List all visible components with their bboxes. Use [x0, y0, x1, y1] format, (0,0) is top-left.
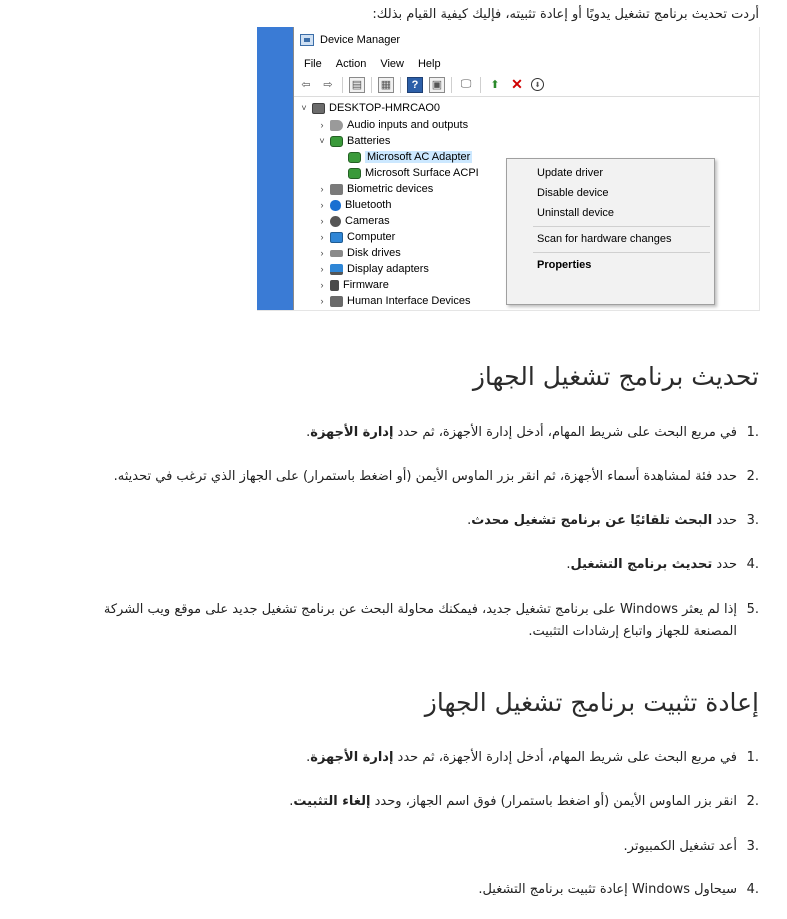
- show-hide-tree-icon[interactable]: ▤: [349, 77, 365, 93]
- step-number: .5: [746, 602, 759, 617]
- menu-help[interactable]: Help: [417, 58, 441, 70]
- context-properties[interactable]: Properties: [537, 259, 592, 271]
- step-text-end: .: [467, 513, 472, 528]
- step-text: حدد فئة لمشاهدة أسماء الأجهزة، ثم انقر بزر الماوس الأيمن (أو اضغط باستمرار) على الجهاز الذي ترغب في تحديثه.: [113, 469, 737, 484]
- uninstall-icon[interactable]: ✕: [511, 76, 523, 92]
- step-text: في مربع البحث على شريط المهام، أدخل إدارة الأجهزة، ثم حدد: [393, 425, 737, 440]
- chevron-right-icon[interactable]: ›: [320, 232, 324, 242]
- window-title: Device Manager: [320, 34, 401, 46]
- step-number: .4: [746, 557, 759, 572]
- update-step-2: [69, 466, 759, 488]
- device-manager-window: [293, 27, 759, 310]
- chevron-right-icon[interactable]: ›: [320, 248, 324, 258]
- desktop-background: [257, 27, 293, 311]
- update-driver-icon[interactable]: ⬆: [490, 79, 500, 91]
- tree-item-computer[interactable]: [316, 229, 395, 245]
- step-text: حدد: [712, 557, 737, 572]
- step-bold-text: إلغاء التثبيت: [293, 794, 371, 809]
- tree-item-ac-adapter[interactable]: [334, 149, 472, 165]
- keyboard-icon: [330, 296, 343, 307]
- tree-item-surface-acpi[interactable]: [334, 165, 479, 181]
- context-uninstall-device[interactable]: Uninstall device: [537, 207, 615, 219]
- chevron-right-icon[interactable]: ›: [320, 280, 324, 290]
- context-disable-device[interactable]: Disable device: [537, 187, 609, 199]
- step-number: .3: [746, 513, 759, 528]
- tree-item-label: Batteries: [347, 135, 391, 147]
- context-menu: [506, 158, 715, 305]
- battery-icon: [330, 136, 343, 147]
- tree-item-label: Display adapters: [347, 263, 429, 275]
- step-text-end: .: [306, 425, 311, 440]
- tree-item-label: Biometric devices: [347, 183, 434, 195]
- chevron-right-icon[interactable]: ›: [320, 296, 324, 306]
- tree-item-audio[interactable]: [316, 117, 468, 133]
- tree-item-label: Computer: [347, 231, 396, 243]
- update-step-1: [69, 422, 759, 444]
- toolbar-divider: [400, 77, 401, 93]
- bluetooth-icon: [330, 200, 341, 211]
- titlebar: [294, 27, 759, 53]
- back-arrow-icon[interactable]: ⇦: [301, 79, 311, 91]
- tree-item-label: Human Interface Devices: [347, 295, 471, 307]
- tree-item-disk-drives[interactable]: [316, 245, 401, 261]
- step-text: انقر بزر الماوس الأيمن (أو اضغط باستمرار) فوق اسم الجهاز، وحدد: [370, 794, 737, 809]
- camera-icon: [330, 216, 341, 227]
- speaker-icon: [330, 120, 343, 131]
- tree-root[interactable]: [298, 100, 440, 116]
- step-bold-text: إدارة الأجهزة: [310, 425, 394, 440]
- context-scan-hardware[interactable]: Scan for hardware changes: [537, 233, 672, 245]
- tree-item-label: Audio inputs and outputs: [347, 119, 469, 131]
- disable-device-icon[interactable]: ⬇: [531, 78, 544, 91]
- reinstall-step-1: [69, 747, 759, 769]
- reinstall-step-2: [69, 791, 759, 813]
- tree-item-bluetooth[interactable]: [316, 197, 391, 213]
- monitor-icon: [330, 232, 343, 243]
- menu-file[interactable]: File: [304, 58, 322, 70]
- step-number: .4: [746, 882, 759, 897]
- chevron-right-icon[interactable]: ›: [320, 200, 324, 210]
- step-bold-text: البحث تلقائيًا عن برنامج تشغيل محدث: [471, 513, 713, 528]
- toolbar-divider: [480, 77, 481, 93]
- chevron-right-icon[interactable]: ›: [320, 216, 324, 226]
- scan-hardware-icon[interactable]: 🖵: [460, 78, 472, 90]
- tree-item-cameras[interactable]: [316, 213, 390, 229]
- disk-icon: [330, 250, 343, 257]
- battery-icon: [348, 152, 361, 163]
- toolbar: [294, 73, 759, 97]
- menu-action[interactable]: Action: [335, 58, 367, 70]
- chevron-down-icon[interactable]: ˅: [301, 103, 307, 113]
- context-divider: [533, 252, 710, 253]
- update-step-4: [69, 554, 759, 576]
- reinstall-step-4: [69, 879, 759, 901]
- tree-item-label: Firmware: [343, 279, 389, 291]
- computer-icon: [312, 103, 325, 114]
- step-bold-text: تحديث برنامج التشغيل: [570, 557, 713, 572]
- device-manager-screenshot: [257, 27, 760, 311]
- tree-item-label: Disk drives: [347, 247, 401, 259]
- tree-root-label: DESKTOP-HMRCAO0: [329, 102, 441, 114]
- tree-item-batteries[interactable]: [316, 133, 390, 149]
- chip-icon: [330, 280, 339, 291]
- menubar: [294, 55, 759, 73]
- step-number: .3: [746, 839, 759, 854]
- step-number: .1: [746, 750, 759, 765]
- context-divider: [533, 226, 710, 227]
- step-number: .1: [746, 425, 759, 440]
- toolbar-divider: [371, 77, 372, 93]
- tree-item-display-adapters[interactable]: [316, 261, 429, 277]
- tree-item-hid[interactable]: [316, 293, 471, 309]
- step-number: .2: [746, 794, 759, 809]
- view-icon[interactable]: ▣: [429, 77, 445, 93]
- chevron-right-icon[interactable]: ›: [320, 120, 324, 130]
- section-heading-reinstall: إعادة تثبيت برنامج تشغيل الجهاز: [424, 688, 759, 717]
- menu-view[interactable]: View: [380, 58, 404, 70]
- toolbar-divider: [342, 77, 343, 93]
- update-step-5: [69, 599, 759, 643]
- reinstall-step-3: [69, 836, 759, 858]
- step-bold-text: إدارة الأجهزة: [310, 750, 394, 765]
- step-text-end: .: [306, 750, 311, 765]
- step-text-end: .: [566, 557, 571, 572]
- chevron-right-icon[interactable]: ›: [320, 184, 324, 194]
- step-text: أعد تشغيل الكمبيوتر.: [623, 839, 737, 854]
- chevron-down-icon[interactable]: ˅: [319, 136, 325, 146]
- display-icon: [330, 264, 343, 275]
- step-text: حدد: [712, 513, 737, 528]
- tree-item-label: Cameras: [345, 215, 390, 227]
- step-text-end: .: [289, 794, 294, 809]
- tree-item-firmware[interactable]: [316, 277, 389, 293]
- tree-item-label: Microsoft Surface ACPI: [365, 167, 479, 179]
- device-manager-icon: [300, 34, 314, 46]
- fingerprint-icon: [330, 184, 343, 195]
- intro-text: أردت تحديث برنامج تشغيل يدويًا أو إعادة تثبيته، فإليك كيفية القيام بذلك:: [372, 7, 759, 22]
- step-text: سيحاول Windows إعادة تثبيت برنامج التشغيل.: [478, 882, 737, 897]
- update-step-3: [69, 510, 759, 532]
- toolbar-divider: [451, 77, 452, 93]
- tree-item-biometric[interactable]: [316, 181, 433, 197]
- section-heading-update: تحديث برنامج تشغيل الجهاز: [472, 362, 759, 391]
- chevron-right-icon[interactable]: ›: [320, 264, 324, 274]
- step-number: .2: [746, 469, 759, 484]
- tree-item-label: Microsoft AC Adapter: [367, 151, 471, 163]
- properties-icon[interactable]: ▦: [378, 77, 394, 93]
- battery-icon: [348, 168, 361, 179]
- context-update-driver[interactable]: Update driver: [537, 167, 604, 179]
- step-text: إذا لم يعثر Windows على برنامج تشغيل جديد، فيمكنك محاولة البحث عن برنامج تشغيل جديد على موقع ويب الشركة المصنعة للجهاز واتباع إرشادات التثبيت.: [103, 602, 737, 639]
- tree-item-label: Bluetooth: [345, 199, 392, 211]
- help-icon[interactable]: ?: [407, 77, 423, 93]
- step-text: في مربع البحث على شريط المهام، أدخل إدارة الأجهزة، ثم حدد: [393, 750, 737, 765]
- forward-arrow-icon[interactable]: ⇨: [323, 79, 333, 91]
